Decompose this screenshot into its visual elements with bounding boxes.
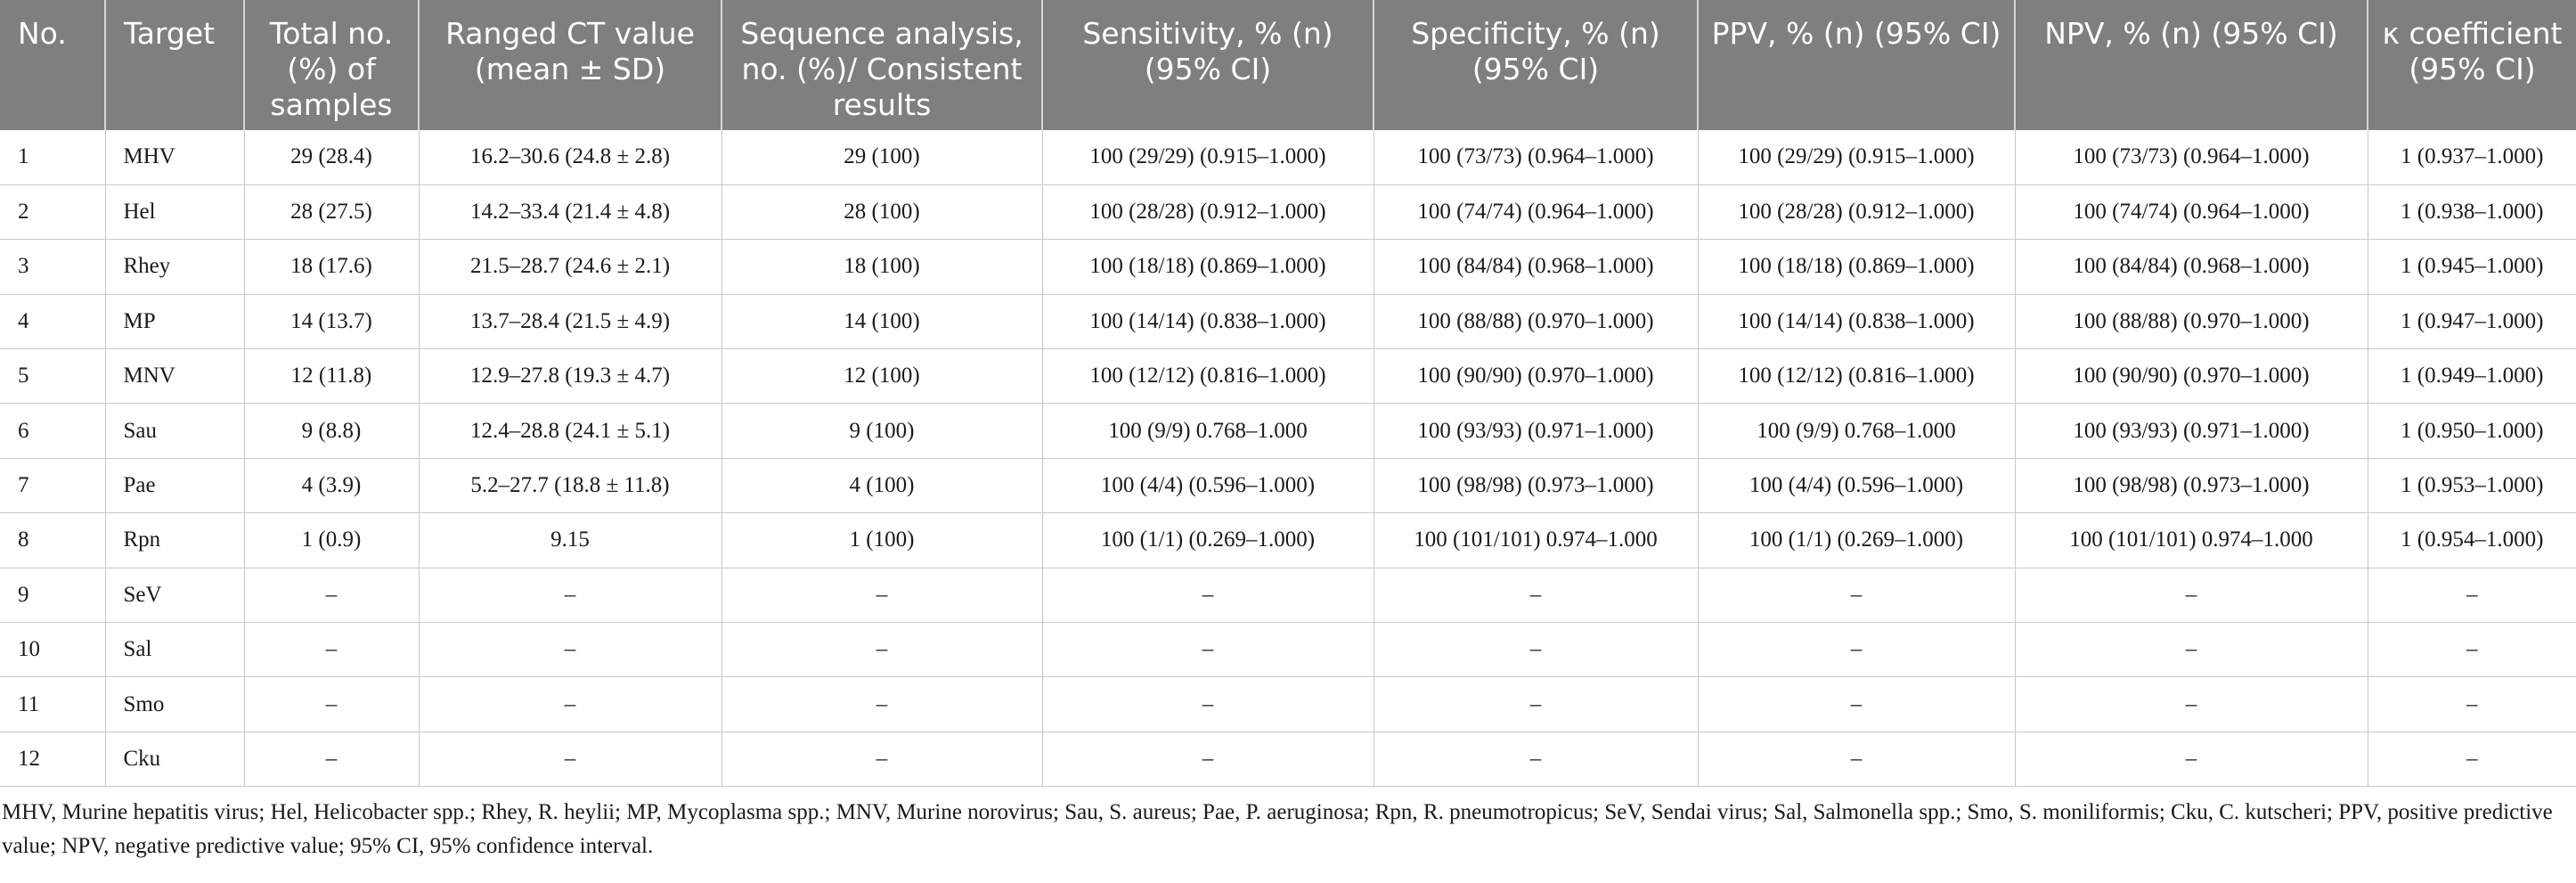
cell-sensitivity: 100 (9/9) 0.768–1.000 [1042,404,1374,458]
cell-ppv: – [1698,568,2015,622]
cell-total-samples: – [244,677,419,732]
cell-specificity: 100 (84/84) (0.968–1.000) [1374,240,1698,294]
cell-specificity: – [1374,623,1698,677]
cell-kappa: 1 (0.938–1.000) [2368,184,2576,239]
cell-npv: – [2015,568,2368,622]
cell-target: MHV [105,130,244,184]
cell-total-samples: 14 (13.7) [244,294,419,348]
cell-specificity: 100 (74/74) (0.964–1.000) [1374,184,1698,239]
cell-total-samples: 28 (27.5) [244,184,419,239]
cell-sensitivity: 100 (4/4) (0.596–1.000) [1042,458,1374,512]
cell-npv: 100 (84/84) (0.968–1.000) [2015,240,2368,294]
cell-target: Pae [105,458,244,512]
cell-no: 5 [0,349,105,404]
cell-total-samples: 12 (11.8) [244,349,419,404]
cell-specificity: 100 (93/93) (0.971–1.000) [1374,404,1698,458]
cell-total-samples: 29 (28.4) [244,130,419,184]
cell-total-samples: 9 (8.8) [244,404,419,458]
cell-specificity: 100 (88/88) (0.970–1.000) [1374,294,1698,348]
cell-specificity: 100 (90/90) (0.970–1.000) [1374,349,1698,404]
cell-ct-value: – [419,732,721,786]
cell-kappa: 1 (0.945–1.000) [2368,240,2576,294]
cell-specificity: 100 (101/101) 0.974–1.000 [1374,513,1698,568]
cell-specificity: – [1374,568,1698,622]
cell-ct-value: 21.5–28.7 (24.6 ± 2.1) [419,240,721,294]
cell-npv: – [2015,677,2368,732]
cell-kappa: 1 (0.953–1.000) [2368,458,2576,512]
cell-sequence-analysis: 9 (100) [721,404,1042,458]
header-npv: NPV, % (n) (95% CI) [2015,0,2368,130]
cell-total-samples: 4 (3.9) [244,458,419,512]
cell-sequence-analysis: 12 (100) [721,349,1042,404]
table-row [0,732,2576,786]
cell-target: Rhey [105,240,244,294]
cell-no: 6 [0,404,105,458]
cell-ppv: 100 (9/9) 0.768–1.000 [1698,404,2015,458]
cell-kappa: 1 (0.937–1.000) [2368,130,2576,184]
table-row [0,294,2576,348]
header-target: Target [105,0,244,130]
cell-specificity: – [1374,677,1698,732]
cell-sequence-analysis: 28 (100) [721,184,1042,239]
cell-kappa: – [2368,732,2576,786]
cell-sensitivity: 100 (28/28) (0.912–1.000) [1042,184,1374,239]
cell-total-samples: 18 (17.6) [244,240,419,294]
cell-sensitivity: – [1042,623,1374,677]
cell-ppv: 100 (12/12) (0.816–1.000) [1698,349,2015,404]
cell-target: Smo [105,677,244,732]
table-row [0,404,2576,458]
cell-ppv: – [1698,623,2015,677]
cell-npv: – [2015,623,2368,677]
header-total-samples: Total no. (%) of samples [244,0,419,130]
cell-kappa: – [2368,568,2576,622]
cell-ppv: 100 (29/29) (0.915–1.000) [1698,130,2015,184]
cell-npv: – [2015,732,2368,786]
cell-no: 2 [0,184,105,239]
header-sequence-analysis: Sequence analysis, no. (%)/ Consistent results [721,0,1042,130]
table-row [0,240,2576,294]
cell-npv: 100 (90/90) (0.970–1.000) [2015,349,2368,404]
table-row [0,130,2576,184]
header-kappa: κ coefficient (95% CI) [2368,0,2576,130]
cell-sequence-analysis: 14 (100) [721,294,1042,348]
cell-sensitivity: 100 (18/18) (0.869–1.000) [1042,240,1374,294]
table-row [0,568,2576,622]
cell-total-samples: – [244,623,419,677]
table-body [0,130,2576,787]
cell-kappa: 1 (0.954–1.000) [2368,513,2576,568]
cell-ppv: – [1698,677,2015,732]
cell-target: MNV [105,349,244,404]
table-row [0,677,2576,732]
cell-ppv: 100 (1/1) (0.269–1.000) [1698,513,2015,568]
cell-no: 8 [0,513,105,568]
cell-sequence-analysis: 18 (100) [721,240,1042,294]
cell-no: 10 [0,623,105,677]
cell-no: 4 [0,294,105,348]
cell-npv: 100 (93/93) (0.971–1.000) [2015,404,2368,458]
cell-target: Cku [105,732,244,786]
table-row [0,349,2576,404]
cell-sensitivity: 100 (1/1) (0.269–1.000) [1042,513,1374,568]
cell-sequence-analysis: – [721,568,1042,622]
header-sensitivity: Sensitivity, % (n) (95% CI) [1042,0,1374,130]
cell-sequence-analysis: – [721,623,1042,677]
cell-sensitivity: – [1042,677,1374,732]
header-ppv: PPV, % (n) (95% CI) [1698,0,2015,130]
cell-ct-value: 13.7–28.4 (21.5 ± 4.9) [419,294,721,348]
cell-total-samples: 1 (0.9) [244,513,419,568]
cell-ppv: 100 (18/18) (0.869–1.000) [1698,240,2015,294]
cell-sensitivity: 100 (29/29) (0.915–1.000) [1042,130,1374,184]
cell-sensitivity: – [1042,732,1374,786]
cell-no: 7 [0,458,105,512]
cell-total-samples: – [244,732,419,786]
cell-kappa: – [2368,623,2576,677]
header-row [0,0,2576,130]
cell-ct-value: – [419,568,721,622]
cell-specificity: – [1374,732,1698,786]
header-ct-value: Ranged CT value (mean ± SD) [419,0,721,130]
table-row [0,513,2576,568]
cell-sequence-analysis: – [721,677,1042,732]
cell-ppv: 100 (4/4) (0.596–1.000) [1698,458,2015,512]
cell-sequence-analysis: 1 (100) [721,513,1042,568]
cell-ct-value: 9.15 [419,513,721,568]
cell-ppv: 100 (28/28) (0.912–1.000) [1698,184,2015,239]
header-specificity: Specificity, % (n) (95% CI) [1374,0,1698,130]
cell-ct-value: 14.2–33.4 (21.4 ± 4.8) [419,184,721,239]
cell-total-samples: – [244,568,419,622]
cell-no: 12 [0,732,105,786]
cell-npv: 100 (74/74) (0.964–1.000) [2015,184,2368,239]
cell-target: Rpn [105,513,244,568]
cell-kappa: – [2368,677,2576,732]
cell-ppv: – [1698,732,2015,786]
cell-specificity: 100 (98/98) (0.973–1.000) [1374,458,1698,512]
cell-npv: 100 (98/98) (0.973–1.000) [2015,458,2368,512]
cell-sequence-analysis: – [721,732,1042,786]
cell-sensitivity: 100 (14/14) (0.838–1.000) [1042,294,1374,348]
cell-ct-value: – [419,677,721,732]
cell-sensitivity: – [1042,568,1374,622]
cell-target: Sau [105,404,244,458]
table-row [0,458,2576,512]
table-row [0,623,2576,677]
cell-no: 3 [0,240,105,294]
cell-no: 11 [0,677,105,732]
cell-target: Hel [105,184,244,239]
cell-specificity: 100 (73/73) (0.964–1.000) [1374,130,1698,184]
cell-kappa: 1 (0.949–1.000) [2368,349,2576,404]
cell-ct-value: – [419,623,721,677]
cell-sequence-analysis: 29 (100) [721,130,1042,184]
cell-ct-value: 12.4–28.8 (24.1 ± 5.1) [419,404,721,458]
cell-kappa: 1 (0.947–1.000) [2368,294,2576,348]
table-footnote: MHV, Murine hepatitis virus; Hel, Helicobacter spp.; Rhey, R. heylii; MP, Mycoplasma spp.; MNV, Murine norovirus; Sau, S. aureus; Pae, P. aeruginosa; Rpn, R. pneumotropicus; SeV, Sendai virus; Sal, Salmonella spp.; Smo, S. moniliformis; Cku, C. kutscheri; PPV, positive predictive value; NPV, negative predictive value; 95% CI, 95% confidence interval. [2,800,2553,859]
header-no: No. [0,0,105,130]
cell-ct-value: 5.2–27.7 (18.8 ± 11.8) [419,458,721,512]
cell-target: Sal [105,623,244,677]
cell-no: 1 [0,130,105,184]
cell-npv: 100 (88/88) (0.970–1.000) [2015,294,2368,348]
cell-sequence-analysis: 4 (100) [721,458,1042,512]
cell-sensitivity: 100 (12/12) (0.816–1.000) [1042,349,1374,404]
table-row [0,184,2576,239]
cell-target: SeV [105,568,244,622]
cell-target: MP [105,294,244,348]
cell-ppv: 100 (14/14) (0.838–1.000) [1698,294,2015,348]
cell-ct-value: 16.2–30.6 (24.8 ± 2.8) [419,130,721,184]
cell-ct-value: 12.9–27.8 (19.3 ± 4.7) [419,349,721,404]
cell-npv: 100 (101/101) 0.974–1.000 [2015,513,2368,568]
cell-kappa: 1 (0.950–1.000) [2368,404,2576,458]
cell-npv: 100 (73/73) (0.964–1.000) [2015,130,2368,184]
cell-no: 9 [0,568,105,622]
